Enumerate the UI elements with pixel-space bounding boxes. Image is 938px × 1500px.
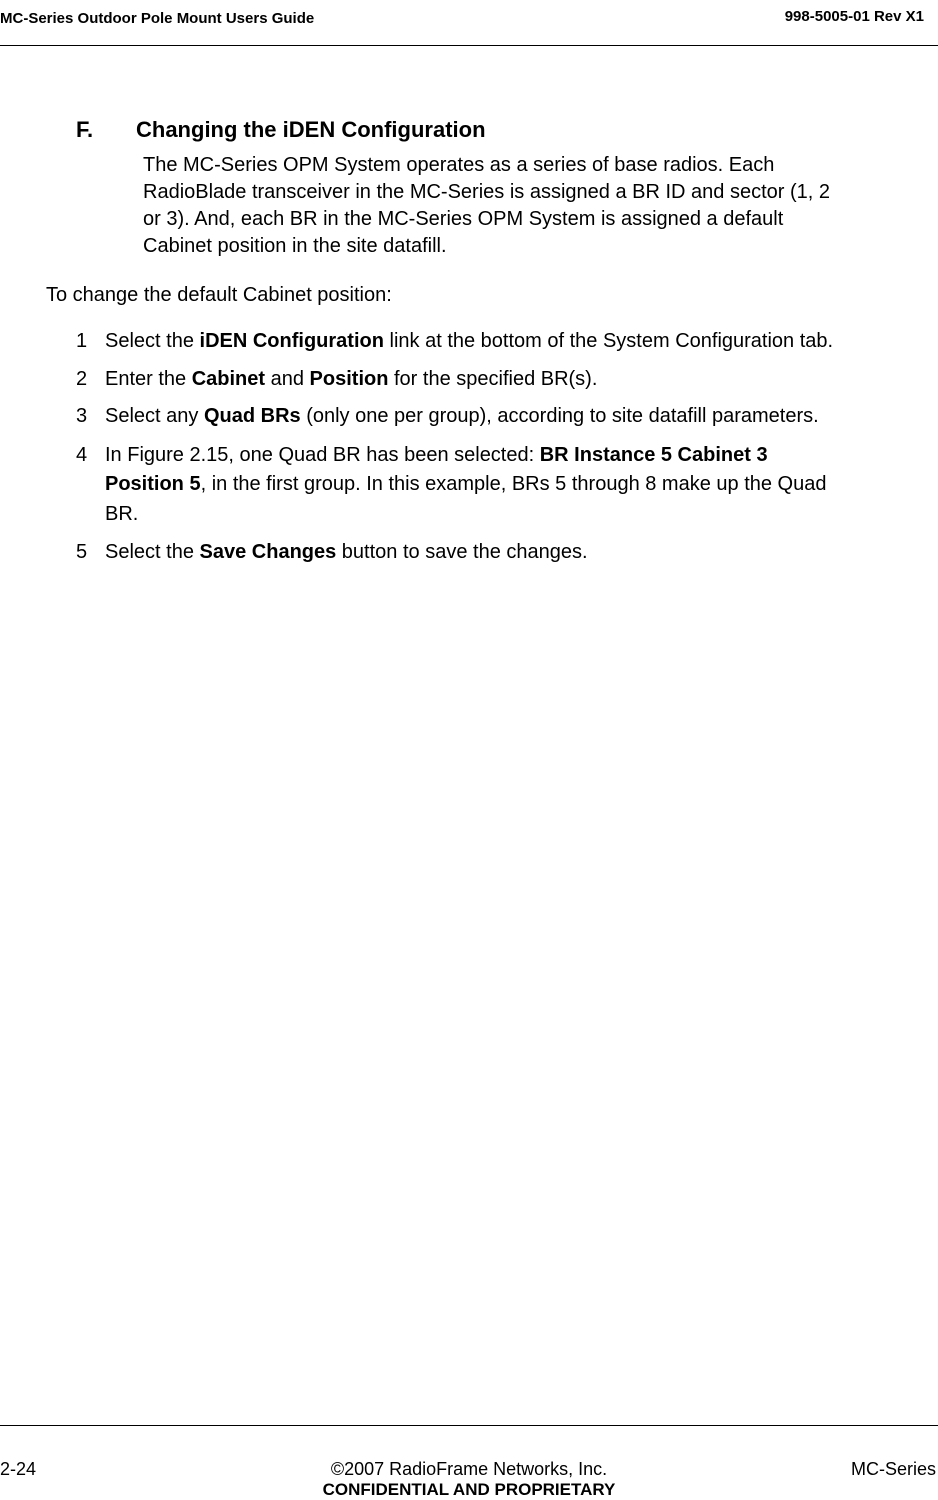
step-text: link at the bottom of the System Configuration tab. bbox=[383, 330, 834, 352]
step-text: Select any bbox=[105, 405, 204, 427]
step-text: for the specified BR(s). bbox=[388, 368, 598, 390]
step-4-continuation bbox=[105, 499, 138, 529]
step-3 bbox=[76, 401, 819, 431]
step-4-continuation bbox=[105, 469, 826, 499]
step-text: , in the first group. In this example, BRs 5 through 8 make up the Quad bbox=[200, 473, 827, 495]
step-1 bbox=[76, 326, 833, 356]
procedure-lead: To change the default Cabinet position: bbox=[46, 284, 392, 306]
intro-line: The MC-Series OPM System operates as a series of base radios. Each bbox=[143, 154, 775, 176]
step-5 bbox=[76, 537, 588, 567]
ui-term: iDEN Configuration bbox=[199, 330, 384, 352]
section-letter: F. bbox=[76, 117, 94, 142]
step-text: button to save the changes. bbox=[336, 541, 588, 563]
ui-term: BR Instance 5 Cabinet 3 bbox=[539, 444, 768, 466]
step-number: 4 bbox=[76, 444, 88, 466]
page-number: 2-24 bbox=[0, 1459, 37, 1479]
ui-term: Position 5 bbox=[105, 473, 201, 495]
step-text: Select the bbox=[105, 541, 200, 563]
section-title: Changing the iDEN Configuration bbox=[136, 117, 486, 142]
intro-paragraph bbox=[143, 152, 938, 260]
step-2 bbox=[76, 364, 597, 394]
document-revision: 998-5005-01 Rev X1 bbox=[784, 8, 924, 25]
ui-term: Position bbox=[309, 368, 389, 390]
intro-line: Cabinet position in the site datafill. bbox=[143, 235, 447, 257]
footer-divider bbox=[0, 1425, 938, 1426]
intro-line: RadioBlade transceiver in the MC-Series is assigned a BR ID and sector (1, 2 bbox=[143, 181, 830, 203]
step-4 bbox=[76, 440, 768, 470]
document-title: MC-Series Outdoor Pole Mount Users Guide bbox=[0, 10, 315, 27]
step-text: and bbox=[265, 368, 310, 390]
step-text: In Figure 2.15, one Quad BR has been selected: bbox=[105, 444, 540, 466]
ui-term: Quad BRs bbox=[203, 405, 301, 427]
ui-term: Save Changes bbox=[199, 541, 337, 563]
step-text: BR. bbox=[105, 503, 139, 525]
product-name: MC-Series bbox=[850, 1459, 936, 1479]
intro-line: or 3). And, each BR in the MC-Series OPM System is assigned a default bbox=[143, 208, 784, 230]
header-divider bbox=[0, 45, 938, 46]
copyright-notice: ©2007 RadioFrame Networks, Inc. bbox=[330, 1459, 608, 1479]
step-number: 2 bbox=[76, 368, 88, 390]
step-number: 1 bbox=[76, 330, 88, 352]
step-text: (only one per group), according to site datafill parameters. bbox=[300, 405, 819, 427]
step-number: 5 bbox=[76, 541, 88, 563]
confidentiality-notice: CONFIDENTIAL AND PROPRIETARY bbox=[322, 1480, 616, 1499]
step-text: Enter the bbox=[105, 368, 192, 390]
ui-term: Cabinet bbox=[191, 368, 266, 390]
step-text: Select the bbox=[105, 330, 200, 352]
step-number: 3 bbox=[76, 405, 88, 427]
